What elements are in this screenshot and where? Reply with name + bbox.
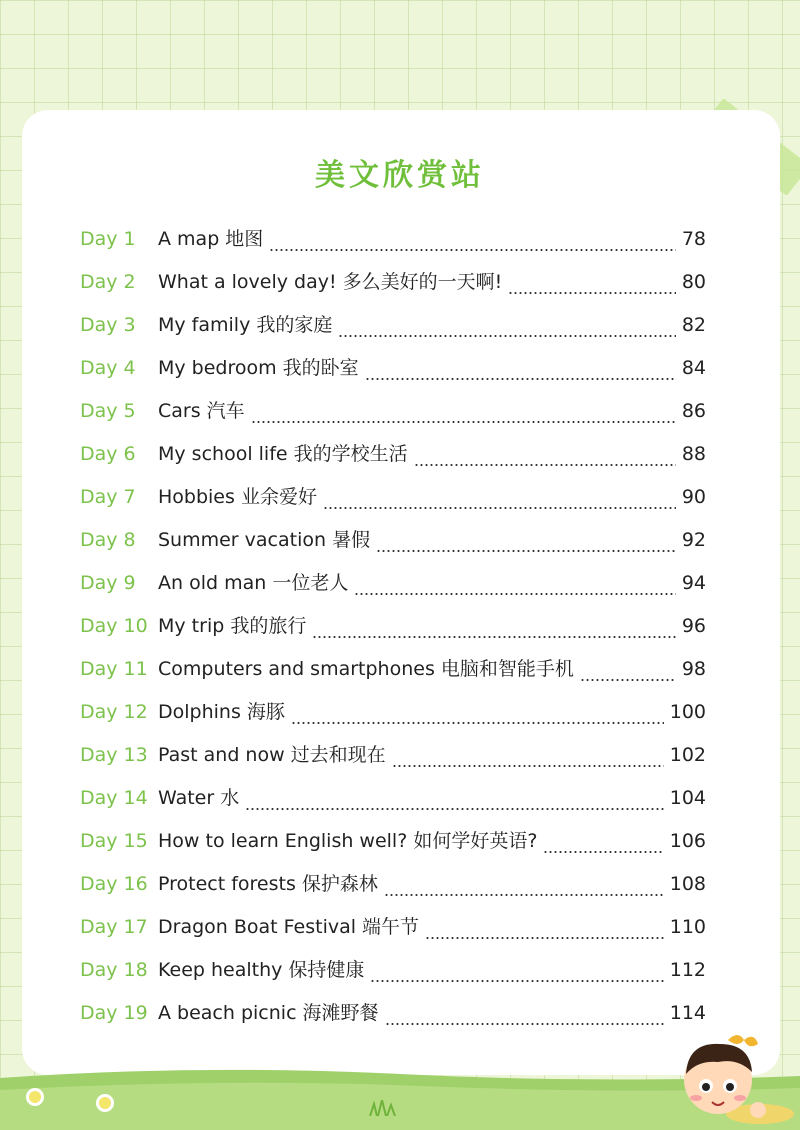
grass-tuft-icon (368, 1100, 398, 1116)
toc-title: Summer vacation 暑假 (158, 529, 371, 551)
dot-leader (291, 721, 664, 725)
toc-page: 110 (669, 916, 706, 938)
toc-entry[interactable] (80, 525, 706, 568)
toc-page: 108 (669, 873, 706, 895)
cartoon-child-icon (668, 1028, 798, 1128)
flower-icon (26, 1088, 44, 1106)
toc-day: Day 6 (80, 443, 136, 465)
toc-title: Computers and smartphones 电脑和智能手机 (158, 658, 574, 680)
toc-page: 92 (681, 529, 706, 551)
toc-day: Day 12 (80, 701, 148, 723)
toc-page: 114 (669, 1002, 706, 1024)
toc-day: Day 8 (80, 529, 136, 551)
toc-day: Day 9 (80, 572, 136, 594)
toc-title: My school life 我的学校生活 (158, 443, 408, 465)
table-of-contents (80, 224, 706, 1041)
toc-entry[interactable] (80, 955, 706, 998)
toc-entry[interactable] (80, 310, 706, 353)
toc-title: My family 我的家庭 (158, 314, 333, 336)
toc-entry[interactable] (80, 654, 706, 697)
dot-leader (269, 248, 676, 252)
toc-entry[interactable] (80, 439, 706, 482)
toc-day: Day 11 (80, 658, 148, 680)
toc-page: 88 (681, 443, 706, 465)
toc-title: Past and now 过去和现在 (158, 744, 386, 766)
dot-leader (580, 678, 676, 682)
toc-title: Protect forests 保护森林 (158, 873, 378, 895)
dot-leader (392, 764, 664, 768)
toc-page: 98 (681, 658, 706, 680)
toc-page: 84 (681, 357, 706, 379)
dot-leader (508, 291, 676, 295)
toc-title: An old man 一位老人 (158, 572, 349, 594)
dot-leader (354, 592, 675, 596)
dot-leader (338, 334, 675, 338)
toc-entry[interactable] (80, 697, 706, 740)
toc-page: 106 (669, 830, 706, 852)
toc-page: 104 (669, 787, 706, 809)
toc-title: Dolphins 海豚 (158, 701, 285, 723)
dot-leader (376, 549, 676, 553)
toc-title: Cars 汽车 (158, 400, 245, 422)
toc-day: Day 4 (80, 357, 136, 379)
dot-leader (312, 635, 675, 639)
toc-title: A beach picnic 海滩野餐 (158, 1002, 379, 1024)
dot-leader (370, 979, 663, 983)
toc-title: A map 地图 (158, 228, 264, 250)
flower-icon (96, 1094, 114, 1112)
toc-entry[interactable] (80, 267, 706, 310)
dot-leader (251, 420, 676, 424)
toc-day: Day 10 (80, 615, 148, 637)
dot-leader (384, 893, 664, 897)
toc-title: How to learn English well? 如何学好英语? (158, 830, 538, 852)
toc-page: 82 (681, 314, 706, 336)
toc-title: Dragon Boat Festival 端午节 (158, 916, 420, 938)
toc-entry[interactable] (80, 912, 706, 955)
dot-leader (425, 936, 664, 940)
toc-entry[interactable] (80, 740, 706, 783)
toc-day: Day 16 (80, 873, 148, 895)
toc-entry[interactable] (80, 353, 706, 396)
toc-title: My bedroom 我的卧室 (158, 357, 359, 379)
dot-leader (323, 506, 676, 510)
toc-day: Day 19 (80, 1002, 148, 1024)
toc-day: Day 3 (80, 314, 136, 336)
toc-day: Day 1 (80, 228, 136, 250)
toc-title: Water 水 (158, 787, 240, 809)
dot-leader (543, 850, 663, 854)
toc-page: 86 (681, 400, 706, 422)
toc-day: Day 2 (80, 271, 136, 293)
toc-entry[interactable] (80, 224, 706, 267)
toc-page: 96 (681, 615, 706, 637)
toc-title: Keep healthy 保持健康 (158, 959, 365, 981)
toc-title: Hobbies 业余爱好 (158, 486, 317, 508)
toc-day: Day 13 (80, 744, 148, 766)
toc-entry[interactable] (80, 826, 706, 869)
toc-entry[interactable] (80, 869, 706, 912)
toc-title: My trip 我的旅行 (158, 615, 307, 637)
toc-entry[interactable] (80, 396, 706, 439)
toc-entry[interactable] (80, 783, 706, 826)
toc-page: 80 (681, 271, 706, 293)
toc-page: 102 (669, 744, 706, 766)
dot-leader (365, 377, 676, 381)
toc-page: 90 (681, 486, 706, 508)
page-title: 美文欣赏站 (315, 158, 485, 193)
toc-page: 94 (681, 572, 706, 594)
toc-day: Day 14 (80, 787, 148, 809)
toc-entry[interactable] (80, 998, 706, 1041)
toc-day: Day 7 (80, 486, 136, 508)
toc-entry[interactable] (80, 482, 706, 525)
toc-day: Day 5 (80, 400, 136, 422)
toc-day: Day 17 (80, 916, 148, 938)
toc-entry[interactable] (80, 611, 706, 654)
toc-page: 112 (669, 959, 706, 981)
toc-entry[interactable] (80, 568, 706, 611)
dot-leader (245, 807, 664, 811)
toc-day: Day 15 (80, 830, 148, 852)
toc-day: Day 18 (80, 959, 148, 981)
toc-title: What a lovely day! 多么美好的一天啊! (158, 271, 503, 293)
toc-page: 100 (669, 701, 706, 723)
dot-leader (385, 1022, 664, 1026)
dot-leader (414, 463, 676, 467)
toc-page: 78 (681, 228, 706, 250)
